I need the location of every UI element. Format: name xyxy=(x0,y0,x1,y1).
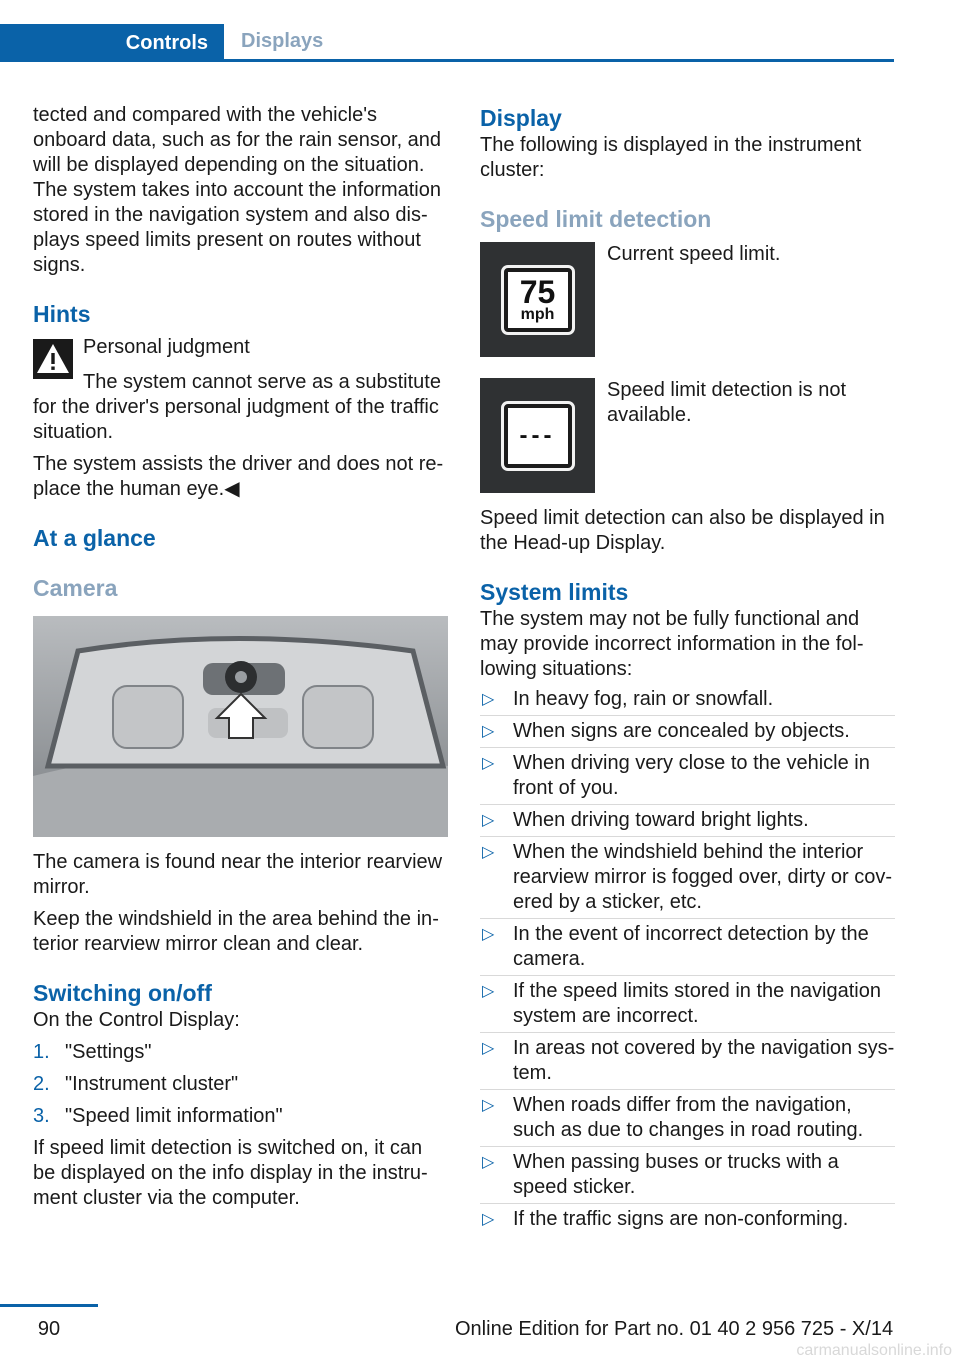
list-item: ▷ In heavy fog, rain or snowfall. xyxy=(480,684,895,716)
switch-outro: If speed limit detection is switched on, it can be displayed on the info display in the instrument cluster via the computer. xyxy=(33,1137,428,1209)
glance-heading: At a glance xyxy=(33,525,156,551)
step-number: 3. xyxy=(33,1105,50,1127)
step-item xyxy=(33,1040,448,1065)
triangle-bullet-icon: ▷ xyxy=(482,723,495,740)
header-rule xyxy=(0,59,894,62)
step-text: "Settings" xyxy=(65,1041,152,1063)
speed-sign-image xyxy=(480,242,595,357)
list-item: ▷ When signs are concealed by objects. xyxy=(480,716,895,748)
left-column xyxy=(33,103,448,1211)
sign-value: 75 xyxy=(519,273,556,310)
camera-location-photo xyxy=(33,616,448,837)
step-text: "Instrument cluster" xyxy=(65,1073,239,1095)
tab-displays[interactable]: Displays xyxy=(241,30,324,52)
display-item xyxy=(480,242,895,357)
switch-intro: On the Control Display: xyxy=(33,1009,240,1031)
display-intro: The following is displayed in the instrument cluster: xyxy=(480,134,862,181)
limits-intro: The system may not be fully functional and may provide incorrect information in the following situations: xyxy=(480,608,864,680)
header-tabs xyxy=(0,24,894,62)
display-heading: Display xyxy=(480,105,562,131)
list-item: ▷ When driving very close to the vehicle in front of you. xyxy=(480,748,895,805)
step-number: 2. xyxy=(33,1073,50,1095)
list-item: ▷ When passing buses or trucks with a speed sticker. xyxy=(480,1147,895,1204)
triangle-bullet-icon: ▷ xyxy=(482,812,495,829)
step-item xyxy=(33,1104,448,1129)
list-item: ▷ If the speed limits stored in the navigation system are incorrect. xyxy=(480,976,895,1033)
triangle-bullet-icon: ▷ xyxy=(482,926,495,943)
right-column xyxy=(480,103,895,1235)
sign-value: --- xyxy=(519,422,556,449)
hud-paragraph: Speed limit detection can also be displayed in the Head-up Display. xyxy=(480,507,885,554)
camera-paragraph-1: The camera is found near the interior rearview mirror. xyxy=(33,851,443,898)
sign-unit: mph xyxy=(520,305,555,323)
display-item-text: Current speed limit. xyxy=(607,243,781,265)
step-number: 1. xyxy=(33,1041,50,1063)
list-item: ▷ When driving toward bright lights. xyxy=(480,805,895,837)
list-item: ▷ If the traffic signs are non-conforming. xyxy=(482,1208,849,1230)
warning-title: Personal judgment xyxy=(83,336,250,358)
camera-heading: Camera xyxy=(33,575,118,601)
triangle-bullet-icon: ▷ xyxy=(482,1097,495,1114)
display-item xyxy=(480,378,895,493)
list-item: ▷ In areas not covered by the navigation system. xyxy=(480,1033,895,1090)
switch-heading: Switching on/off xyxy=(33,980,212,1006)
camera-paragraph-2: Keep the windshield in the area behind the interior rearview mirror clean and clear. xyxy=(33,908,439,955)
switch-steps xyxy=(33,1040,448,1129)
triangle-bullet-icon: ▷ xyxy=(482,1211,495,1228)
step-text: "Speed limit information" xyxy=(65,1105,283,1127)
watermark: carmanualsonline.info xyxy=(796,1342,952,1359)
speed-limit-sign xyxy=(504,268,572,332)
warning-text-2: The system assists the driver and does not replace the human eye.◀ xyxy=(33,453,444,500)
triangle-bullet-icon: ▷ xyxy=(482,755,495,772)
triangle-bullet-icon: ▷ xyxy=(482,1154,495,1171)
page-number-rule xyxy=(0,1304,98,1307)
warning-text: The system cannot serve as a substitute for the driver's personal judgment of the traffic situation. xyxy=(33,371,441,443)
speed-limit-sign-unavailable xyxy=(504,404,572,468)
triangle-bullet-icon: ▷ xyxy=(482,983,495,1000)
triangle-bullet-icon: ▷ xyxy=(482,691,495,708)
list-item: ▷ When roads differ from the navigation, such as due to changes in road routing. xyxy=(480,1090,895,1147)
intro-paragraph: tected and compared with the vehicle's onboard data, such as for the rain sensor, and will be displayed depending on the situation. The system takes into account the information stored in the navigation system and also displays speed limits present on routes without signs. xyxy=(33,104,442,276)
speed-limit-detection-heading: Speed limit detection xyxy=(480,206,712,232)
hints-heading: Hints xyxy=(33,301,91,327)
unavailable-sign-image xyxy=(480,378,595,493)
tab-controls[interactable]: Controls xyxy=(0,24,224,62)
list-item: ▷ When the windshield behind the interior rearview mirror is fogged over, dirty or covered by a sticker, etc. xyxy=(480,837,895,919)
step-item xyxy=(33,1072,448,1097)
limits-list xyxy=(480,684,895,1235)
edition-footer: Online Edition for Part no. 01 40 2 956 725 - X/14 xyxy=(455,1318,894,1340)
page-number: 90 xyxy=(37,1318,61,1340)
car-interior-illustration xyxy=(33,616,448,837)
triangle-bullet-icon: ▷ xyxy=(482,844,495,861)
warning-triangle-icon xyxy=(33,339,73,379)
list-item: ▷ In the event of incorrect detection by the camera. xyxy=(480,919,895,976)
display-item-text: Speed limit detection is not available. xyxy=(607,379,847,426)
system-limits-heading: System limits xyxy=(480,579,629,605)
triangle-bullet-icon: ▷ xyxy=(482,1040,495,1057)
